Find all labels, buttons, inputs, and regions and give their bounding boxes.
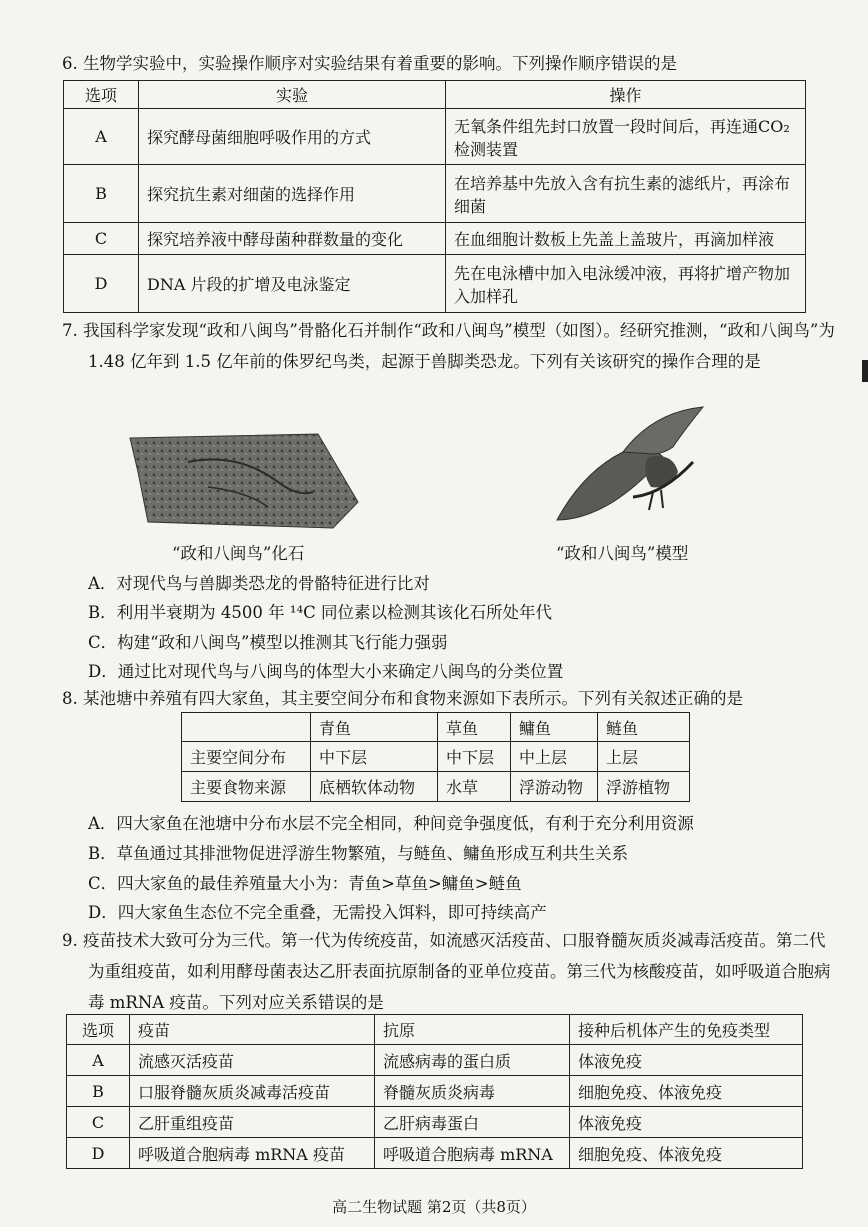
- q7-option-d: D．通过比对现代鸟与八闽鸟的体型大小来确定八闽鸟的分类位置: [88, 662, 564, 681]
- q6-row-c-experiment: 探究培养液中酵母菌种群数量的变化: [139, 223, 446, 255]
- q9-row-b-vaccine: 口服脊髓灰质炎减毒活疫苗: [130, 1076, 375, 1107]
- q8-row-food-yongyu: 浮游动物: [511, 772, 598, 802]
- binding-mark: [862, 360, 868, 382]
- q9-row-b-option: B: [67, 1076, 130, 1107]
- q9-row-b-antigen: 脊髓灰质炎病毒: [375, 1076, 570, 1107]
- q9-header-immunity: 接种后机体产生的免疫类型: [570, 1015, 803, 1045]
- q8-row-food-lianyu: 浮游植物: [598, 772, 690, 802]
- q6-header-operation: 操作: [446, 81, 806, 109]
- q8-row-space-yongyu: 中上层: [511, 742, 598, 772]
- q7-option-b: B．利用半衰期为 4500 年 ¹⁴C 同位素以检测其该化石所处年代: [88, 603, 552, 622]
- q9-row-c-immunity: 体液免疫: [570, 1107, 803, 1138]
- q9-row-d-antigen: 呼吸道合胞病毒 mRNA: [375, 1138, 570, 1169]
- q8-row-space-lianyu: 上层: [598, 742, 690, 772]
- q7-option-a: A．对现代鸟与兽脚类恐龙的骨骼特征进行比对: [88, 574, 430, 593]
- q9-row-d-immunity: 细胞免疫、体液免疫: [570, 1138, 803, 1169]
- q6-table: [63, 80, 806, 313]
- q6-header-option: 选项: [64, 81, 139, 109]
- q8-row-food-caoyu: 水草: [438, 772, 511, 802]
- q6-row-c-option: C: [64, 223, 139, 255]
- q9-row-d-option: D: [67, 1138, 130, 1169]
- q8-option-b: B．草鱼通过其排泄物促进浮游生物繁殖，与鲢鱼、鳙鱼形成互利共生关系: [88, 844, 629, 863]
- q9-table: [66, 1014, 803, 1169]
- q8-option-d: D．四大家鱼生态位不完全重叠，无需投入饵料，即可持续高产: [88, 903, 547, 922]
- q6-row-c-operation: 在血细胞计数板上先盖上盖玻片，再滴加样液: [446, 223, 806, 255]
- q9-row-a-immunity: 体液免疫: [570, 1045, 803, 1076]
- q6-header-experiment: 实验: [139, 81, 446, 109]
- q8-row-space-qingyu: 中下层: [311, 742, 438, 772]
- q6-row-b-experiment: 探究抗生素对细菌的选择作用: [139, 165, 446, 223]
- q9-row-c-option: C: [67, 1107, 130, 1138]
- q8-row-space-label: 主要空间分布: [182, 742, 311, 772]
- q6-row-a-option: A: [64, 109, 139, 165]
- q8-header-qingyu: 青鱼: [311, 713, 438, 742]
- q6-row-d-option: D: [64, 255, 139, 313]
- q9-row-a-vaccine: 流感灭活疫苗: [130, 1045, 375, 1076]
- bird-model-image: [553, 402, 715, 528]
- q9-header-option: 选项: [67, 1015, 130, 1045]
- q9-row-b-immunity: 细胞免疫、体液免疫: [570, 1076, 803, 1107]
- q9-row-a-option: A: [67, 1045, 130, 1076]
- q8-row-space-caoyu: 中下层: [438, 742, 511, 772]
- q8-row-food-label: 主要食物来源: [182, 772, 311, 802]
- fossil-image: [128, 432, 360, 530]
- q7-option-c: C．构建“政和八闽鸟”模型以推测其飞行能力强弱: [88, 633, 448, 652]
- q9-row-a-antigen: 流感病毒的蛋白质: [375, 1045, 570, 1076]
- model-caption: “政和八闽鸟”模型: [556, 544, 689, 563]
- q6-row-a-experiment: 探究酵母菌细胞呼吸作用的方式: [139, 109, 446, 165]
- q6-row-d-experiment: DNA 片段的扩增及电泳鉴定: [139, 255, 446, 313]
- q8-row-food-qingyu: 底栖软体动物: [311, 772, 438, 802]
- q8-header-empty: [182, 713, 311, 742]
- q6-row-d-operation: 先在电泳槽中加入电泳缓冲液，再将扩增产物加入加样孔: [446, 255, 806, 313]
- q9-row-c-antigen: 乙肝病毒蛋白: [375, 1107, 570, 1138]
- q8-option-a: A．四大家鱼在池塘中分布水层不完全相同，种间竞争强度低，有利于充分利用资源: [88, 814, 694, 833]
- q9-header-vaccine: 疫苗: [130, 1015, 375, 1045]
- q7-stem: 7. 我国科学家发现“政和八闽鸟”骨骼化石并制作“政和八闽鸟”模型（如图）。经研究推测，“政和八闽鸟”为 1.48 亿年到 1.5 亿年前的侏罗纪鸟类，起源于兽脚类恐龙。下列有关该研究的操作合理的是: [62, 321, 835, 371]
- q6-row-b-option: B: [64, 165, 139, 223]
- fossil-caption: “政和八闽鸟”化石: [172, 544, 305, 563]
- q8-header-lianyu: 鲢鱼: [598, 713, 690, 742]
- q9-row-d-vaccine: 呼吸道合胞病毒 mRNA 疫苗: [130, 1138, 375, 1169]
- q8-stem: 8. 某池塘中养殖有四大家鱼，其主要空间分布和食物来源如下表所示。下列有关叙述正确的是: [62, 689, 743, 708]
- q6-stem: 6. 生物学实验中，实验操作顺序对实验结果有着重要的影响。下列操作顺序错误的是: [62, 54, 677, 73]
- q9-header-antigen: 抗原: [375, 1015, 570, 1045]
- page-footer: 高二生物试题 第2页（共8页）: [332, 1198, 536, 1216]
- q9-row-c-vaccine: 乙肝重组疫苗: [130, 1107, 375, 1138]
- q8-header-yongyu: 鳙鱼: [511, 713, 598, 742]
- q8-option-c: C．四大家鱼的最佳养殖量大小为：青鱼>草鱼>鳙鱼>鲢鱼: [88, 874, 522, 893]
- q6-row-b-operation: 在培养基中先放入含有抗生素的滤纸片，再涂布细菌: [446, 165, 806, 223]
- q9-stem: 9. 疫苗技术大致可分为三代。第一代为传统疫苗，如流感灭活疫苗、口服脊髓灰质炎减毒活疫苗。第二代为重组疫苗，如利用酵母菌表达乙肝表面抗原制备的亚单位疫苗。第三代为核酸疫苗，如呼吸道合胞病毒 mRNA 疫苗。下列对应关系错误的是: [62, 931, 831, 1012]
- q6-row-a-operation: 无氧条件组先封口放置一段时间后，再连通CO₂检测装置: [446, 109, 806, 165]
- q8-header-caoyu: 草鱼: [438, 713, 511, 742]
- q8-table: [181, 712, 690, 802]
